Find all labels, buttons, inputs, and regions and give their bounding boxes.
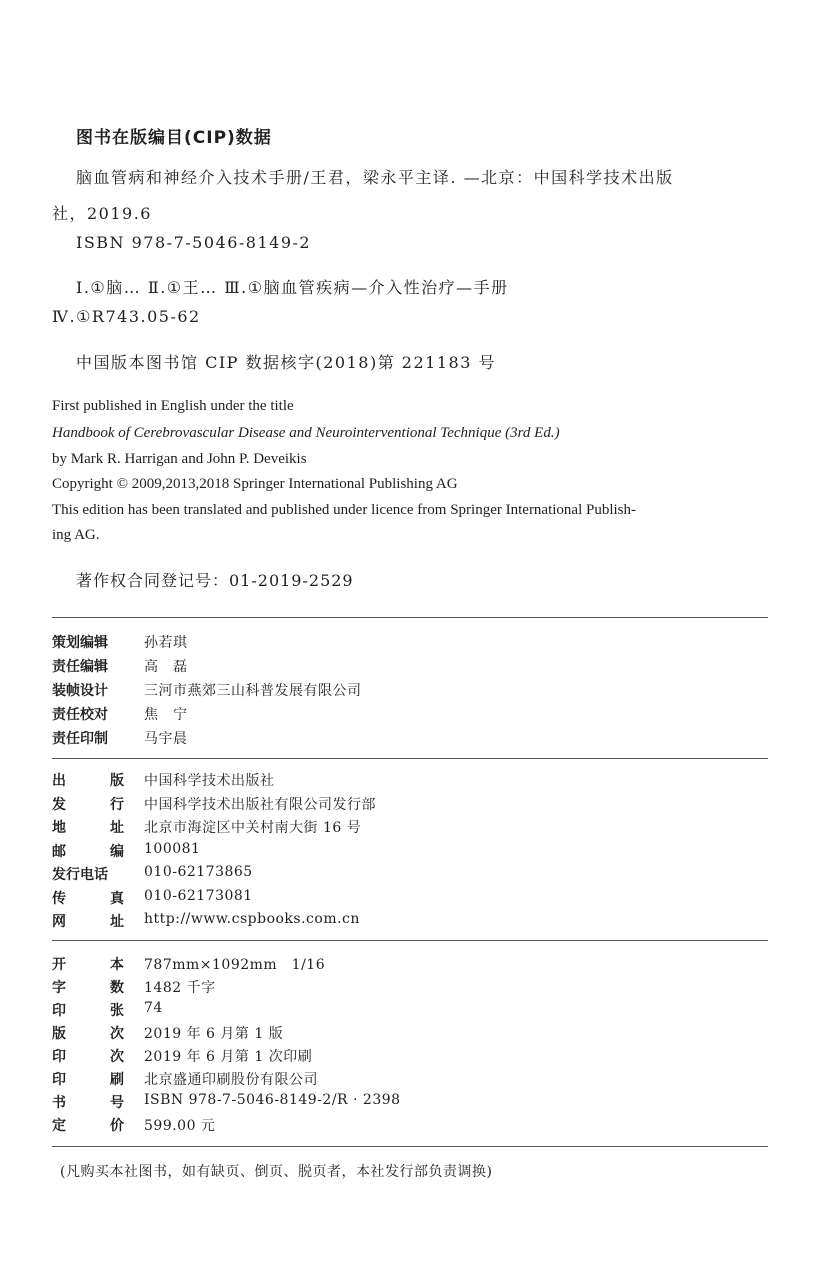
- specs-label: 版 次: [52, 1026, 124, 1042]
- specs-value: 2019 年 6 月第 1 次印刷: [144, 1049, 313, 1065]
- staff-label: 责任印制: [52, 731, 108, 747]
- english-license-1: This edition has been translated and published under licence from Springer International Publish-: [52, 502, 637, 518]
- specs-value: 1482 千字: [144, 980, 216, 996]
- staff-value: 三河市燕郊三山科普发展有限公司: [144, 683, 362, 699]
- publisher-label: 发行电话: [52, 867, 108, 883]
- footer-note: (凡购买本社图书，如有缺页、倒页、脱页者，本社发行部负责调换): [60, 1164, 493, 1180]
- specs-value: 74: [144, 1000, 163, 1016]
- specs-value: 2019 年 6 月第 1 版: [144, 1026, 284, 1042]
- divider: [52, 940, 768, 941]
- publisher-label: 邮 编: [52, 843, 124, 860]
- staff-value: 焦 宁: [144, 707, 188, 723]
- specs-label: 印 张: [52, 1003, 124, 1019]
- staff-value: 高 磊: [144, 659, 188, 675]
- specs-label: 书 号: [52, 1095, 124, 1111]
- cip-title: 图书在版编目(CIP)数据: [76, 128, 272, 148]
- cip-isbn: ISBN 978-7-5046-8149-2: [76, 233, 312, 252]
- specs-value: 787mm×1092mm 1/16: [144, 957, 326, 973]
- publisher-value: http://www.cspbooks.com.cn: [144, 911, 360, 927]
- publisher-value: 010-62173865: [144, 864, 253, 880]
- staff-value: 马宇晨: [144, 731, 188, 747]
- staff-label: 装帧设计: [52, 683, 108, 699]
- specs-value: ISBN 978-7-5046-8149-2/R · 2398: [144, 1092, 401, 1108]
- english-copyright: Copyright © 2009,2013,2018 Springer International Publishing AG: [52, 476, 458, 492]
- publisher-value: 中国科学技术出版社: [144, 773, 275, 789]
- english-authors: by Mark R. Harrigan and John P. Deveikis: [52, 451, 307, 467]
- english-license-2: ing AG.: [52, 527, 100, 543]
- divider: [52, 1146, 768, 1147]
- publisher-label: 传 真: [52, 890, 124, 907]
- publisher-value: 中国科学技术出版社有限公司发行部: [144, 796, 376, 813]
- staff-label: 策划编辑: [52, 635, 108, 651]
- copyright-registration: 著作权合同登记号：01-2019-2529: [76, 571, 354, 590]
- publisher-value: 010-62173081: [144, 887, 253, 904]
- publisher-value: 100081: [144, 840, 201, 857]
- english-line-1: First published in English under the title: [52, 398, 294, 414]
- cip-verify-number: 中国版本图书馆 CIP 数据核字(2018)第 221183 号: [76, 353, 496, 372]
- cip-classification-1: Ⅰ.①脑… Ⅱ.①王… Ⅲ.①脑血管疾病—介入性治疗—手册: [76, 278, 509, 297]
- publisher-label: 网 址: [52, 914, 124, 930]
- publisher-label: 地 址: [52, 820, 124, 836]
- divider: [52, 617, 768, 618]
- cip-line-1: 脑血管病和神经介入技术手册/王君，梁永平主译. —北京：中国科学技术出版: [76, 168, 674, 187]
- publisher-label: 发 行: [52, 796, 124, 813]
- specs-label: 开 本: [52, 957, 124, 973]
- specs-label: 印 次: [52, 1049, 124, 1065]
- cip-line-2: 社，2019.6: [52, 204, 152, 223]
- specs-label: 定 价: [52, 1118, 124, 1134]
- publisher-value: 北京市海淀区中关村南大街 16 号: [144, 820, 362, 836]
- specs-value: 599.00 元: [144, 1118, 216, 1134]
- specs-value: 北京盛通印刷股份有限公司: [144, 1072, 318, 1088]
- specs-label: 印 刷: [52, 1072, 124, 1088]
- english-title: Handbook of Cerebrovascular Disease and Neurointerventional Technique (3rd Ed.): [52, 425, 560, 441]
- staff-label: 责任校对: [52, 707, 108, 723]
- divider: [52, 758, 768, 759]
- staff-value: 孙若琪: [144, 635, 188, 651]
- publisher-label: 出 版: [52, 773, 124, 789]
- staff-label: 责任编辑: [52, 659, 108, 675]
- cip-classification-2: Ⅳ.①R743.05-62: [52, 307, 201, 326]
- specs-label: 字 数: [52, 980, 124, 996]
